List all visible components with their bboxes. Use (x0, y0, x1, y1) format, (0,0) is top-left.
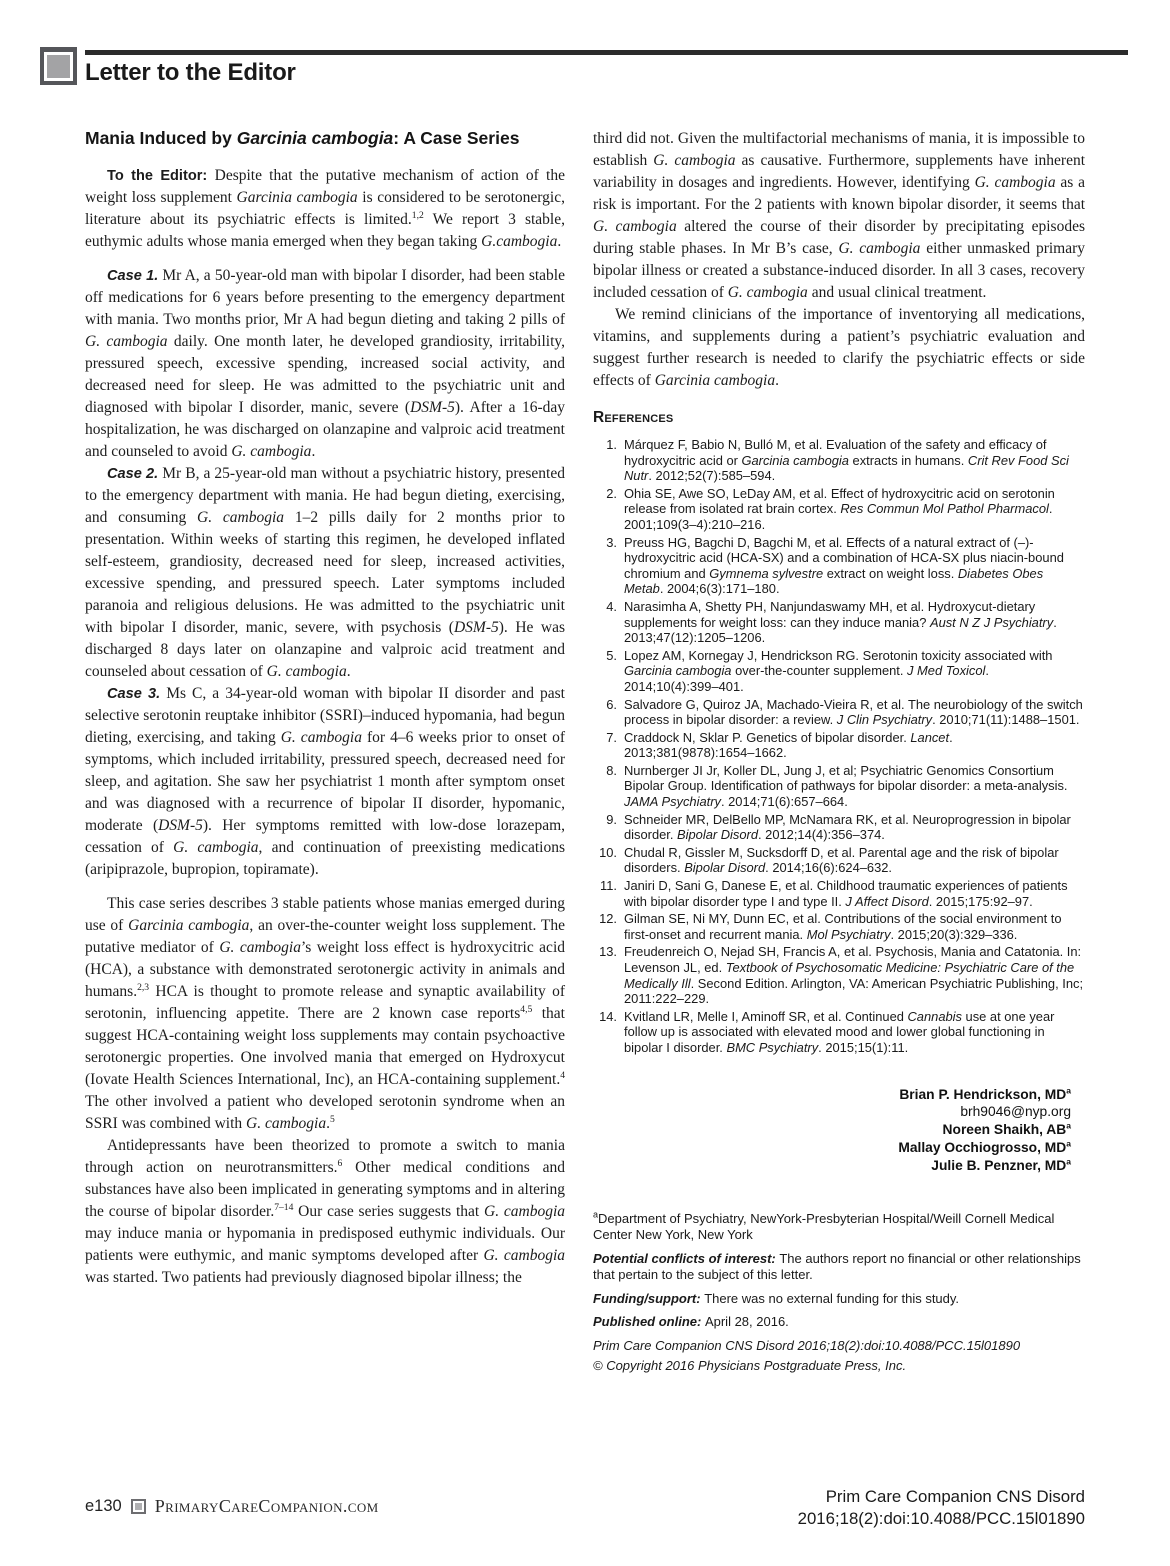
header-rule (85, 50, 1128, 55)
paragraph: We remind clinicians of the importance of inventorying all medications, vitamins, and supplements during a patient’s psychiatric evaluation and suggest further research is needed to clarify the psychiatric effects or side effects of Garcinia cambogia. (593, 306, 1085, 389)
reference-number: 4. (606, 598, 617, 614)
reference-number: 1. (606, 437, 617, 452)
paragraph: Case 2. Mr B, a 25-year-old man without a psychiatric history, presented to the emergency department with mania. He had begun dieting, exercising, and consuming G. cambogia 1–2 pills daily for 2 months prior to presentation. Within weeks of starting this regimen, he developed inflated self-esteem, grandiosity, decreased need for sleep, increased activities, excessive spending, and pressured speech. Later symptoms included paranoia and religious delusions. He was admitted to the psychiatric unit with bipolar I disorder, manic, severe, with psychosis (DSM-5). He was discharged 8 days later on olanzapine and valproic acid treatment and counseled about cessation of G. cambogia. (85, 465, 566, 680)
paragraph: Case 1. Mr A, a 50-year-old man with bipolar I disorder, had been stable off medications for 6 years before presenting to the emergency department with mania. Two months prior, Mr A had begun dieting and taking 2 pills of G. cambogia daily. One month later, he developed grandiosity, irritability, pressured speech, excessive spending, increased social activity, and decreased need for sleep. He was admitted to the psychiatric unit and diagnosed with bipolar I disorder, manic, severe (DSM-5). After a 16-day hospitalization, he was discharged on olanzapine and valproic acid treatment and counseled to avoid G. cambogia. (85, 267, 565, 460)
reference-text: Ohia SE, Awe SO, LeDay AM, et al. Effect of hydroxycitric acid on serotonin release from isolated rat brain cortex. Res Commun Mol Pathol Pharmacol. 2001;109(3–4):210–216. (624, 485, 1055, 532)
paragraph: Case 3. Ms C, a 34-year-old woman with bipolar II disorder and past selective serotonin reuptake inhibitor (SSRI)–induced hypomania, had begun dieting, exercising, and taking G. cambogia for 4–6 weeks prior to onset of symptoms, which included irritability, pressured speech, decreased need for sleep, and agitation. She saw her psychiatrist 1 month after symptom onset and was diagnosed with a recurrence of bipolar II disorder, hypomanic, moderate (DSM-5). Her symptoms remitted with low-dose lorazepam, cessation of G. cambogia, and continuation of preexisting medications (aripiprazole, bupropion, topiramate). (85, 685, 566, 878)
reference-item (593, 944, 1085, 1006)
paragraph: Potential conflicts of interest: The authors report no financial or other relationships that pertain to the subject of this letter. (593, 1250, 1081, 1283)
left-column-text (85, 165, 565, 1289)
reference-text: Nurnberger JI Jr, Koller DL, Jung J, et al; Psychiatric Genomics Consortium Bipolar Group. Identification of pathways for bipolar disorder: a meta-analysis. JAMA Psychiatry. 2014;71(6):657–664. (624, 762, 1068, 810)
reference-item (593, 911, 1085, 942)
paragraph: Funding/support: There was no external funding for this study. (593, 1290, 960, 1306)
reference-text: Schneider MR, DelBello MP, McNamara RK, et al. Neuroprogression in bipolar disorder. Bipolar Disord. 2012;14(4):356–374. (624, 811, 1071, 843)
article-title: Mania Induced by Garcinia cambogia: A Case Series (85, 128, 520, 148)
paragraph: Mallay Occhiogrosso, $MD^a$ (898, 1138, 1071, 1155)
paragraph: Julie B. Penzner, $MD^a$ (931, 1156, 1071, 1173)
reference-text: Craddock N, Sklar P. Genetics of bipolar disorder. Lancet. 2013;381(9878):1654–1662. (624, 729, 953, 761)
left-column (85, 128, 565, 1379)
reference-number: 10. (599, 844, 617, 860)
footer-square-icon (131, 1499, 146, 1514)
paragraph: © Copyright 2016 Physicians Postgraduate Press, Inc. (593, 1358, 907, 1374)
reference-number: 6. (606, 696, 617, 712)
reference-text: Preuss HG, Bagchi D, Bagchi M, et al. Effects of a natural extract of (–)-hydroxycitric acid (HCA-SX) and a combination of HCA-SX plus niacin-bound chromium and Gymnema sylvestre extract on weight loss. Diabetes Obes Metab. 2004;6(3):171–180. (624, 534, 1064, 597)
paragraph: Noreen Shaikh, $AB^a$ (942, 1120, 1071, 1138)
paragraph: This case series describes 3 stable patients whose manias emerged during use of Garcinia cambogia, an over-the-counter weight loss supplement. The putative mediator of G. cambogia’s weight loss effect is hydroxycitric acid (HCA), a substance with demonstrated serotonergic activity in animals and humans.$^{2,3}$ HCA is thought to promote release and synaptic availability of serotonin, influencing appetite. There are 2 known case reports$^{4,5}$ that suggest HCA-containing weight loss supplements may contain psychoactive serotonergic properties. One involved mania that emerged on Hydroxycut (Iovate Health Sciences International, Inc), an HCA-containing supplement.$^4$ The other involved a patient who developed serotonin syndrome when an SSRI was combined with G. cambogia.$^5$ (85, 895, 565, 1132)
reference-item (593, 812, 1085, 843)
reference-text: Gilman SE, Ni MY, Dunn EC, et al. Contributions of the social environment to first-onset and recurrent mania. Mol Psychiatry. 2015;20(3):329–336. (624, 911, 1062, 942)
reference-number: 3. (606, 534, 617, 550)
paragraph: Prim Care Companion CNS Disord 2016;18(2):doi:10.4088/PCC.15l01890 (593, 1337, 1021, 1353)
reference-item (593, 599, 1085, 646)
reference-number: 13. (599, 944, 617, 960)
reference-item (593, 845, 1085, 876)
reference-text: Márquez F, Babio N, Bulló M, et al. Evaluation of the safety and efficacy of hydroxycitric acid or Garcinia cambogia extracts in humans. Crit Rev Food Sci Nutr. 2012;52(7):585–594. (624, 437, 1069, 484)
section-square-icon-inner (44, 52, 73, 81)
reference-item (593, 878, 1085, 909)
footer-page-number: e130 (85, 1497, 122, 1515)
paragraph: To the Editor: Despite that the putative mechanism of action of the weight loss supplement Garcinia cambogia is considered to be serotonergic, literature about its psychiatric effects is limited.$^{1,2}$ We report 3 stable, euthymic adults whose mania emerged when they began taking G.cambogia. (85, 167, 565, 250)
footer-citation (798, 1486, 1085, 1529)
footer-journal-doi: 2016;18(2):doi:10.4088/PCC.15l01890 (797, 1508, 1085, 1528)
reference-number: 11. (600, 878, 617, 894)
reference-item (593, 535, 1085, 597)
paragraph: $^a$Department of Psychiatry, NewYork-Presbyterian Hospital/Weill Cornell Medical Center New York, New York (593, 1209, 1055, 1243)
right-column-text (593, 128, 1085, 392)
footer-left (85, 1496, 379, 1517)
reference-text: Freudenreich O, Nejad SH, Francis A, et al. Psychosis, Mania and Catatonia. In: Levenson JL, ed. Textbook of Psychosomatic Medicine: Psychiatric Care of the Medically Ill. Second Edition. Arlington, VA: American Psychiatric Publishing, Inc; 2011:222–229. (624, 944, 1084, 1007)
reference-text: Kvitland LR, Melle I, Aminoff SR, et al. Continued Cannabis use at one year follow up is associated with elevated mood and lower global functioning in bipolar I disorder. BMC Psychiatry. 2015;15(1):11. (624, 1008, 1055, 1055)
reference-item (593, 486, 1085, 533)
footer-site-link: PrimaryCareCompanion.com (154, 1496, 379, 1516)
reference-text: Janiri D, Sani G, Danese E, et al. Childhood traumatic experiences of patients with bipolar disorder type I and type II. J Affect Disord. 2015;175:92–97. (624, 878, 1068, 909)
right-column (593, 128, 1085, 1379)
paragraph: third did not. Given the multifactorial mechanisms of mania, it is impossible to establish G. cambogia as causative. Furthermore, supplements have inherent variability in dosages and ingredients. However, identifying G. cambogia as a risk is important. For the 2 patients with known bipolar disorder, it seems that G. cambogia altered the course of their disorder by precipitating episodes during stable phases. In Mr B’s case, G. cambogia either unmasked primary bipolar illness or created a substance-induced disorder. In all 3 cases, recovery included cessation of G. cambogia and usual clinical treatment. (593, 130, 1086, 301)
authors-block (593, 1086, 1085, 1175)
reference-item (593, 648, 1085, 695)
reference-text: Narasimha A, Shetty PH, Nanjundaswamy MH, et al. Hydroxycut-dietary supplements for weight loss: can they induce mania? Aust N Z J Psychiatry. 2013;47(12):1205–1206. (624, 598, 1057, 646)
notes-block (593, 1211, 1085, 1375)
reference-number: 8. (606, 762, 617, 778)
reference-text: Lopez AM, Kornegay J, Hendrickson RG. Serotonin toxicity associated with Garcinia cambogia over-the-counter supplement. J Med Toxicol. 2014;10(4):399–401. (624, 647, 1053, 694)
reference-text: Chudal R, Gissler M, Sucksdorff D, et al. Parental age and the risk of bipolar disorders. Bipolar Disord. 2014;16(6):624–632. (624, 844, 1059, 876)
paragraph: brh9046@nyp.org (960, 1104, 1071, 1120)
reference-number: 9. (606, 811, 617, 827)
reference-number: 2. (606, 485, 617, 501)
reference-number: 7. (606, 729, 617, 745)
section-square-icon (40, 47, 77, 85)
references-heading: References (593, 409, 674, 426)
paragraph: Published online: April 28, 2016. (593, 1314, 789, 1330)
reference-number: 12. (599, 911, 617, 927)
reference-item (593, 730, 1085, 761)
reference-item (593, 697, 1085, 728)
reference-text: Salvadore G, Quiroz JA, Machado-Vieira R, et al. The neurobiology of the switch process in bipolar disorder: a review. J Clin Psychiatry. 2010;71(11):1488–1501. (624, 696, 1083, 728)
reference-number: 5. (606, 647, 617, 663)
paragraph: Antidepressants have been theorized to promote a switch to mania through action on neurotransmitters.$^6$ Other medical conditions and substances have also been implicated in generating symptoms and in altering the course of bipolar disorder.$^{7-14}$ Our case series suggests that G. cambogia may induce mania or hypomania in predisposed euthymic individuals. Our patients were euthymic, and manic symptoms developed after G. cambogia was started. Two patients had previously diagnosed bipolar illness; the (85, 1137, 566, 1286)
reference-item (593, 763, 1085, 810)
article-columns (85, 128, 1085, 1379)
reference-number: 14. (599, 1008, 617, 1024)
reference-item (593, 437, 1085, 484)
reference-item (593, 1009, 1085, 1056)
references-list (593, 437, 1085, 1056)
paragraph: Brian P. Hendrickson, $MD^a$ (899, 1084, 1071, 1102)
footer-journal-name: Prim Care Companion CNS Disord (825, 1487, 1085, 1506)
section-title: Letter to the Editor (85, 59, 296, 86)
